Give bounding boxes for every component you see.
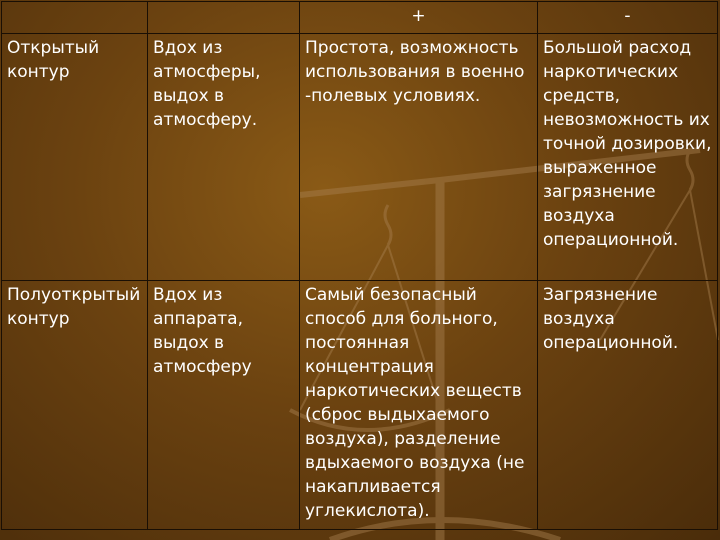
header-cell-minus: -	[538, 2, 718, 34]
comparison-table	[1, 1, 718, 530]
circuit-name-cell: Полуоткрытый контур	[2, 281, 148, 530]
disadvantages-cell: Большой расход наркотических средств, невозможность их точной дозировки, выраженное загрязнение воздуха операционной.	[538, 34, 718, 281]
header-cell-plus: +	[300, 2, 538, 34]
disadvantages-cell: Загрязнение воздуха операционной.	[538, 281, 718, 530]
table-row	[2, 281, 718, 530]
header-cell-empty-1	[2, 2, 148, 34]
breathing-method-cell: Вдох из аппарата, выдох в атмосферу	[148, 281, 300, 530]
advantages-cell: Самый безопасный способ для больного, постоянная концентрация наркотических веществ (сброс выдыхаемого воздуха), разделение вдыхаемого воздуха (не накапливается углекислота).	[300, 281, 538, 530]
header-cell-empty-2	[148, 2, 300, 34]
breathing-method-cell: Вдох из атмосферы, выдох в атмосферу.	[148, 34, 300, 281]
table-header-row	[2, 2, 718, 34]
circuit-name-cell: Открытый контур	[2, 34, 148, 281]
table-row	[2, 34, 718, 281]
advantages-cell: Простота, возможность использования в военно -полевых условиях.	[300, 34, 538, 281]
